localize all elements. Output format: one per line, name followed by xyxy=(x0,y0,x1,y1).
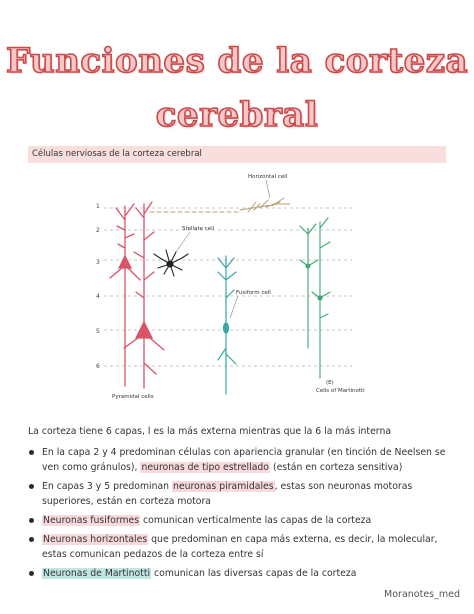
layer-number-6: 6 xyxy=(96,363,100,370)
cortex-diagram xyxy=(90,168,390,408)
stellate-cell-drawing xyxy=(154,250,188,276)
leader-horizontal xyxy=(266,180,270,198)
page-title-line-1: Funciones de la corteza xyxy=(5,41,469,81)
body-text xyxy=(28,424,458,585)
bullet-text: , estas son neuronas motoras superiores, están en corteza motora xyxy=(42,481,413,507)
label-martinotti-cells: Cells of Martinotti xyxy=(316,388,365,394)
section-header: Células nerviosas de la corteza cerebral xyxy=(28,146,446,163)
bullet-text: En capas 3 y 5 predominan xyxy=(42,481,173,492)
layer-number-4: 4 xyxy=(96,293,100,300)
bullet-item xyxy=(28,566,458,581)
cortex-cells-figure xyxy=(90,168,390,408)
layer-number-5: 5 xyxy=(96,328,100,335)
highlight-term: Neuronas horizontales xyxy=(43,534,148,545)
layer-boundaries xyxy=(104,208,352,366)
bullet-item xyxy=(28,479,458,509)
horizontal-cell-drawing xyxy=(150,198,290,212)
martinotti-cells-drawing xyxy=(300,218,330,378)
fusiform-cell-drawing xyxy=(218,256,236,394)
intro-paragraph: La corteza tiene 6 capas, l es la más externa mientras que la 6 la más interna xyxy=(28,426,392,437)
label-horizontal-cell: Horizontal cell xyxy=(248,174,288,180)
bullet-text: En la capa 2 y 4 predominan células con apariencia granular (en tinción de Neelsen se ven como gránulos), xyxy=(42,447,446,473)
highlight-term: Neuronas fusiformes xyxy=(43,515,140,526)
bullet-text: que predominan en capa más externa, es decir, la molecular, estas comunican pedazos de la corteza entre sí xyxy=(42,534,438,560)
leader-fusiform xyxy=(230,296,238,318)
highlight-term: Neuronas de Martinotti xyxy=(43,568,151,579)
page-title-line-2: cerebral xyxy=(155,95,319,135)
bullet-text: comunican verticalmente las capas de la corteza xyxy=(140,515,372,526)
bullet-item xyxy=(28,532,458,562)
bullet-dot-icon xyxy=(29,484,34,489)
bullet-dot-icon xyxy=(29,537,34,542)
highlight-term: neuronas de tipo estrellado xyxy=(141,462,269,473)
highlight-term: neuronas piramidales xyxy=(173,481,274,492)
leader-stellate xyxy=(176,232,190,252)
label-martinotti-ref: (E) xyxy=(326,380,334,386)
layer-number-2: 2 xyxy=(96,227,100,234)
layer-number-3: 3 xyxy=(96,259,100,266)
bullet-text: comunican las diversas capas de la corteza xyxy=(151,568,357,579)
bullet-item xyxy=(28,513,458,528)
bullet-text: (están en corteza sensitiva) xyxy=(269,462,403,473)
layer-number-1: 1 xyxy=(96,203,100,210)
bullet-item xyxy=(28,445,458,475)
label-stellate-cell: Stellate cell xyxy=(182,226,215,232)
author-watermark: Moranotes_med xyxy=(384,589,460,600)
label-fusiform-cell: Fusiform cell xyxy=(236,290,271,296)
bullet-dot-icon xyxy=(29,518,34,523)
bullet-dot-icon xyxy=(29,571,34,576)
bullet-list xyxy=(28,445,458,581)
bullet-dot-icon xyxy=(29,450,34,455)
label-pyramidal-cells: Pyramidal cells xyxy=(112,394,154,400)
